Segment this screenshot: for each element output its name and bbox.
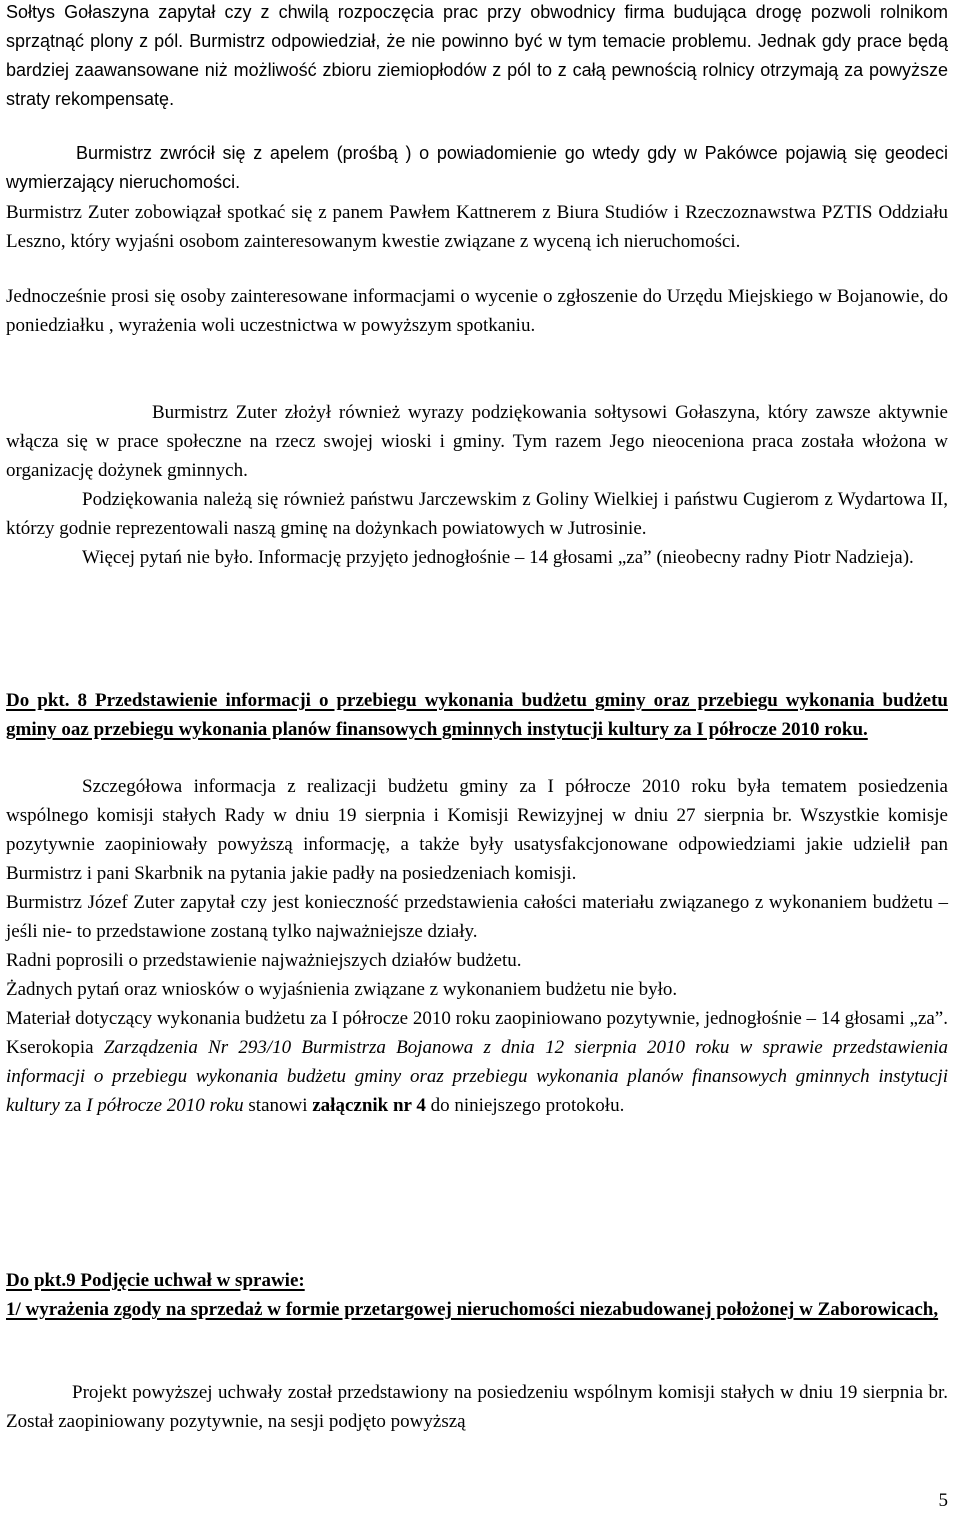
paragraph-radni-request: Radni poprosili o przedstawienie najważniejszych działów budżetu. [6,950,522,971]
paragraph-budget-opinion [6,1004,948,1120]
heading-point-9-line1: Do pkt.9 Podjęcie uchwał w sprawie: [6,1270,305,1291]
paragraph-wycena-zgloszenie: Jednocześnie prosi się osoby zainteresowane informacjami o wycenie o zgłoszenie do Urzędu Miejskiego w Bojanowie, do poniedziałku , wyrażenia woli uczestnictwa w powyższym spotkaniu. [6,286,948,336]
paragraph-burmistrz-appeal: Burmistrz zwrócił się z apelem (prośbą ) o powiadomienie go wtedy gdy w Pakówce pojawią się geodeci wymierzający nieruchomości. [6,143,948,192]
opinion-text-b: za [59,1095,87,1116]
paragraph-budget-info: Szczegółowa informacja z realizacji budżetu gminy za I półrocze 2010 roku była tematem posiedzenia wspólnego komisji stałych Rady w dniu 19 sierpnia i Komisji Rewizyjnej w dniu 27 sierpnia br. Wszystkie komisje pozytywnie zaopiniowały powyższą informację, a także były usatysfakcjonowane odpowiedziami jakie udzielił pan Burmistrz i pani Skarbnik na pytania jakie padły na posiedzeniach komisji. [6,776,948,884]
paragraph-zuter-question: Burmistrz Józef Zuter zapytał czy jest konieczność przedstawienia całości materiału związanego z wykonaniem budżetu – jeśli nie- to przedstawione zostaną tylko najważniejsze działy. [6,892,948,942]
paragraph-soltys-question: Sołtys Gołaszyna zapytał czy z chwilą rozpoczęcia prac przy obwodnicy firma budująca drogę pozwoli rolnikom sprzątnąć plony z pól. Burmistrz odpowiedział, że nie powinno być w tym temacie problemu. Jednak gdy prace będą bardziej zaawansowane niż możliwość zbioru ziemiopłodów z pól to z całą pewnością rolnicy otrzymają za powyższe straty rekompensatę. [6,2,948,109]
opinion-text-d: do niniejszego protokołu. [425,1095,625,1116]
paragraph-kattner-meeting: Burmistrz Zuter zobowiązał spotkać się z panem Pawłem Kattnerem z Biura Studiów i Rzeczoznawstwa PZTIS Oddziału Leszno, który wyjaśni osobom zainteresowanym kwestie związane z wyceną ich nieruchomości. [6,202,948,252]
page-number: 5 [938,1490,948,1511]
paragraph-no-questions: Żadnych pytań oraz wniosków o wyjaśnienia związane z wykonaniem budżetu nie było. [6,979,678,1000]
heading-point-8: Do pkt. 8 Przedstawienie informacji o przebiegu wykonania budżetu gminy oraz przebiegu wykonania budżetu gminy oaz przebiegu wykonania planów finansowych gminnych instytucji kultury za I półrocze 2010 roku. [6,690,948,740]
paragraph-thanks-jarczewski: Podziękowania należą się również państwu Jarczewskim z Goliny Wielkiej i państwu Cugierom z Wydartowa II, którzy godnie reprezentowali naszą gminę na dożynkach powiatowych w Jutrosinie. [6,489,948,539]
paragraph-thanks-soltys: Burmistrz Zuter złożył również wyrazy podziękowania sołtysowi Gołaszyna, który zawsze aktywnie włącza się w prace społeczne na rzecz swojej wioski i gminy. Tym razem Jego nieoceniona praca została włożona w organizację dożynek gminnych. [6,402,948,481]
heading-point-9-line2: 1/ wyrażenia zgody na sprzedaż w formie przetargowej nieruchomości niezabudowanej położonej w Zaborowicach, [6,1299,939,1320]
section-8-body [6,772,948,1120]
thanks-block [6,398,948,572]
paragraph-vote-result: Więcej pytań nie było. Informację przyjęto jednogłośnie – 14 głosami „za” (nieobecny radny Piotr Nadzieja). [82,547,914,568]
opinion-text-c: stanowi [243,1095,313,1116]
half-year-label: I półrocze 2010 roku [86,1095,244,1116]
attachment-label: załącznik nr 4 [312,1095,426,1116]
heading-point-9 [6,1266,948,1324]
paragraph-projekt-uchwaly: Projekt powyższej uchwały został przedstawiony na posiedzeniu wspólnym komisji stałych w dniu 19 sierpnia br. Został zaopiniowany pozytywnie, na sesji podjęto powyższą [6,1382,948,1432]
zarzadzenie-title: Zarządzenia Nr 293/10 Burmistrza Bojanowa z dnia 12 sierpnia 2010 roku w sprawie przedstawienia informacji o przebiegu wykonania budżetu gminy oraz przebiegu wykonania planów finansowych gminnych instytucji kultury [6,1037,948,1116]
opinion-text-a: Materiał dotyczący wykonania budżetu za I półrocze 2010 roku zaopiniowano pozytywnie, jednogłośnie – 14 głosami „za”. Kserokopia [6,1008,948,1058]
